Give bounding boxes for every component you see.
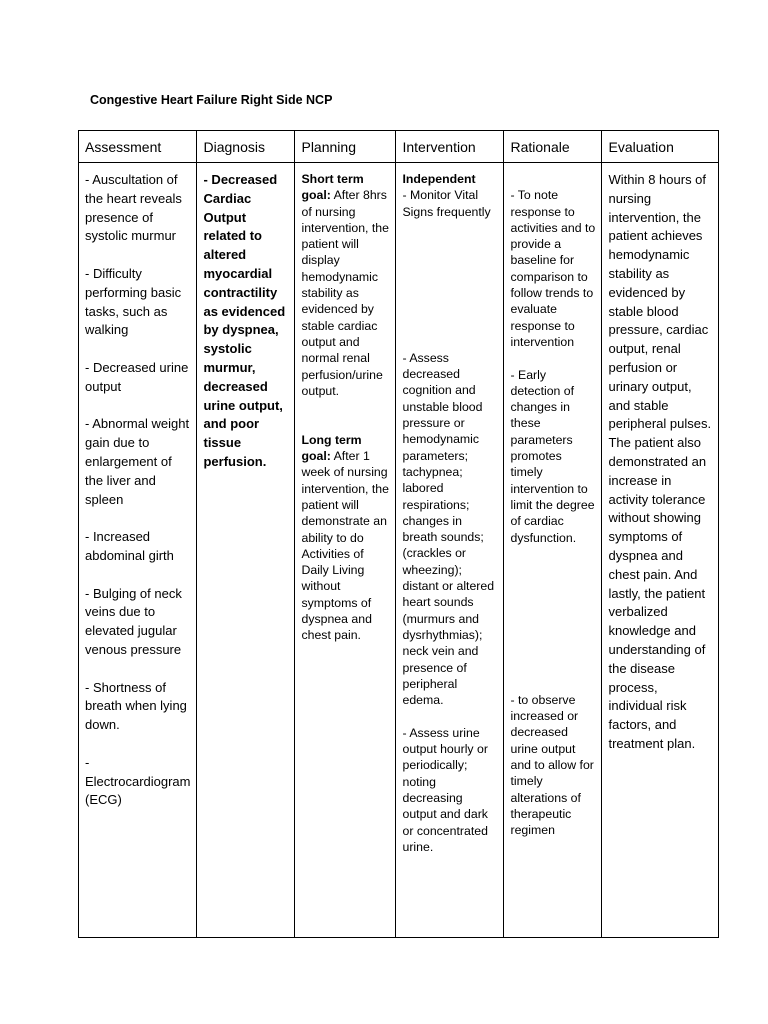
header-row — [79, 131, 719, 163]
intervention-item: - Assess decreased cognition and unstable blood pressure or hemodynamic parameters; tachypnea; labored respirations; changes in breath sounds; (crackles or wheezing); distant or altered heart sounds (murmurs and dysrhythmias); neck vein and presence of peripheral edema. — [402, 350, 495, 708]
rationale-cell — [504, 163, 602, 938]
document-title: Congestive Heart Failure Right Side NCP — [90, 93, 333, 107]
long-term-goal-label: Long term goal: — [301, 432, 362, 464]
assessment-cell — [79, 163, 197, 938]
long-term-goal-text: After 1 week of nursing intervention, the patient will demonstrate an ability to do Activities of Daily Living without symptoms of dyspnea and chest pain. — [301, 449, 389, 643]
intervention-cell — [396, 163, 504, 938]
header-diagnosis: Diagnosis — [197, 131, 295, 163]
planning-cell — [295, 163, 396, 938]
assessment-item: - Shortness of breath when lying down. — [85, 679, 187, 733]
ncp-table — [78, 130, 719, 938]
short-term-goal-label: Short term goal: — [301, 172, 364, 203]
evaluation-text: Within 8 hours of nursing intervention, the patient achieves hemodynamic stability as evidenced by stable blood pressure, cardiac output, renal perfusion or urinary output, and stable peripheral pulses. The patient also demonstrated an increase in activity tolerance without showing symptoms of dyspnea and chest pain. And lastly, the patient verbalized knowledge and understanding of the disease process, individual risk factors, and treatment plan. — [608, 172, 712, 751]
evaluation-cell — [602, 163, 719, 938]
assessment-item: - Bulging of neck veins due to elevated jugular venous pressure — [85, 585, 182, 657]
diagnosis-text: - Decreased Cardiac Output related to altered myocardial contractility as evidenced by dyspnea, systolic murmur, decreased urine output, and poor tissue perfusion. — [203, 172, 286, 469]
intervention-heading: Independent — [402, 172, 476, 186]
header-assessment: Assessment — [79, 131, 197, 163]
diagnosis-cell — [197, 163, 295, 938]
assessment-item: - Electrocardiogram (ECG) — [85, 754, 191, 808]
assessment-item: - Increased abdominal girth — [85, 529, 174, 563]
assessment-item: - Decreased urine output — [85, 359, 189, 394]
header-planning: Planning — [295, 131, 396, 163]
intervention-item: - Assess urine output hourly or periodically; noting decreasing output and dark or concentrated urine. — [402, 725, 488, 854]
content-row — [79, 163, 719, 938]
rationale-item: - Early detection of changes in these parameters promotes timely intervention to limit the degree of cardiac dysfunction. — [510, 367, 595, 545]
rationale-item: - to observe increased or decreased urine output and to allow for timely alterations of therapeutic regimen — [510, 692, 594, 838]
rationale-item: - To note response to activities and to provide a baseline for comparison to follow trends to evaluate response to intervention — [510, 188, 596, 349]
header-evaluation: Evaluation — [602, 131, 719, 163]
assessment-item: - Auscultation of the heart reveals presence of systolic murmur — [85, 172, 182, 244]
short-term-goal-text: After 8hrs of nursing intervention, the patient will display hemodynamic stability as evidenced by stable cardiac output and normal renal perfusion/urine output. — [301, 188, 389, 398]
header-intervention: Intervention — [396, 131, 504, 163]
assessment-item: - Difficulty performing basic tasks, such as walking — [85, 265, 182, 338]
intervention-item: - Monitor Vital Signs frequently — [402, 188, 491, 219]
header-rationale: Rationale — [504, 131, 602, 163]
assessment-item: - Abnormal weight gain due to enlargement of the liver and spleen — [85, 416, 190, 507]
